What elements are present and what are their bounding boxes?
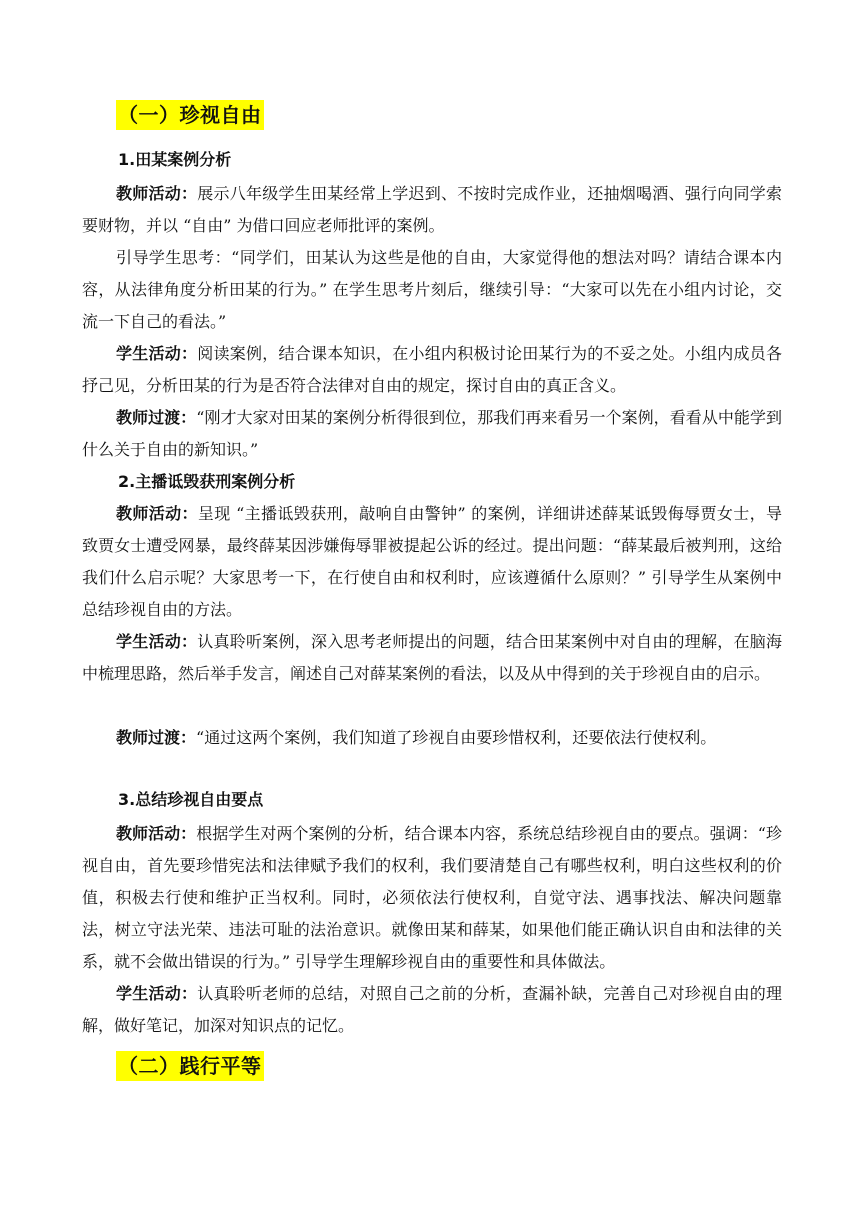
paragraph-text: “刚才大家对田某的案例分析得很到位，那我们再来看另一个案例，看看从中能学到什么关于自由的新知识。”: [82, 408, 782, 459]
label-teacher-activity: 教师活动：: [116, 824, 197, 843]
paragraph-text: 引导学生思考：“同学们，田某认为这些是他的自由，大家觉得他的想法对吗？请结合课本内容，从法律角度分析田某的行为。” 在学生思考片刻后，继续引导：“大家可以先在小组内讨论，交流一下自己的看法。”: [82, 248, 782, 331]
paragraph-teacher-activity-2: [82, 498, 782, 626]
paragraph-student-activity-1: [82, 338, 782, 402]
label-teacher-transition: 教师过渡：: [116, 728, 197, 747]
subheading-summary: 3.总结珍视自由要点: [118, 790, 264, 809]
section-heading-cherish-freedom: （一）珍视自由: [116, 100, 264, 130]
paragraph-text: 阅读案例，结合课本知识，在小组内积极讨论田某行为的不妥之处。小组内成员各抒己见，分析田某的行为是否符合法律对自由的规定，探讨自由的真正含义。: [82, 344, 782, 395]
label-teacher-transition: 教师过渡：: [116, 408, 197, 427]
paragraph-text: 呈现 “主播诋毁获刑，敲响自由警钟” 的案例，详细讲述薛某诋毁侮辱贾女士，导致贾女士遭受网暴，最终薛某因涉嫌侮辱罪被提起公诉的经过。提出问题：“薛某最后被判刑，这给我们什么启示呢？大家思考一下，在行使自由和权利时，应该遵循什么原则？” 引导学生从案例中总结珍视自由的方法。: [82, 504, 782, 619]
paragraph-text: 认真聆听案例，深入思考老师提出的问题，结合田某案例中对自由的理解，在脑海中梳理思路，然后举手发言，阐述自己对薛某案例的看法，以及从中得到的关于珍视自由的启示。: [82, 632, 782, 683]
paragraph-teacher-transition-2: [82, 722, 782, 754]
paragraph-student-activity-2: [82, 626, 782, 690]
label-student-activity: 学生活动：: [116, 984, 198, 1003]
paragraph-text: “通过这两个案例，我们知道了珍视自由要珍惜权利，还要依法行使权利。: [196, 728, 717, 747]
paragraph-guide-thinking: [82, 242, 782, 338]
paragraph-text: 展示八年级学生田某经常上学迟到、不按时完成作业，还抽烟喝酒、强行向同学索要财物，并以 “自由” 为借口回应老师批评的案例。: [82, 184, 782, 235]
section-heading-practice-equality: （二）践行平等: [116, 1051, 264, 1081]
label-teacher-activity: 教师活动：: [116, 504, 198, 523]
paragraph-teacher-activity-3: [82, 818, 782, 978]
paragraph-text: 根据学生对两个案例的分析，结合课本内容，系统总结珍视自由的要点。强调：“珍视自由，首先要珍惜宪法和法律赋予我们的权利，我们要清楚自己有哪些权利，明白这些权利的价值，积极去行使和维护正当权利。同时，必须依法行使权利，自觉守法、遇事找法、解决问题靠法，树立守法光荣、违法可耻的法治意识。就像田某和薛某，如果他们能正确认识自由和法律的关系，就不会做出错误的行为。” 引导学生理解珍视自由的重要性和具体做法。: [82, 824, 782, 971]
paragraph-teacher-transition-1: [82, 402, 782, 466]
paragraph-student-activity-3: [82, 978, 782, 1042]
paragraph-text: 认真聆听老师的总结，对照自己之前的分析，查漏补缺，完善自己对珍视自由的理解，做好笔记，加深对知识点的记忆。: [82, 984, 782, 1035]
label-student-activity: 学生活动：: [116, 344, 198, 363]
subheading-tian-case: 1.田某案例分析: [118, 150, 232, 169]
label-teacher-activity: 教师活动：: [116, 184, 198, 203]
subheading-anchor-case: 2.主播诋毁获刑案例分析: [118, 472, 296, 491]
label-student-activity: 学生活动：: [116, 632, 198, 651]
paragraph-teacher-activity-1: [82, 178, 782, 242]
